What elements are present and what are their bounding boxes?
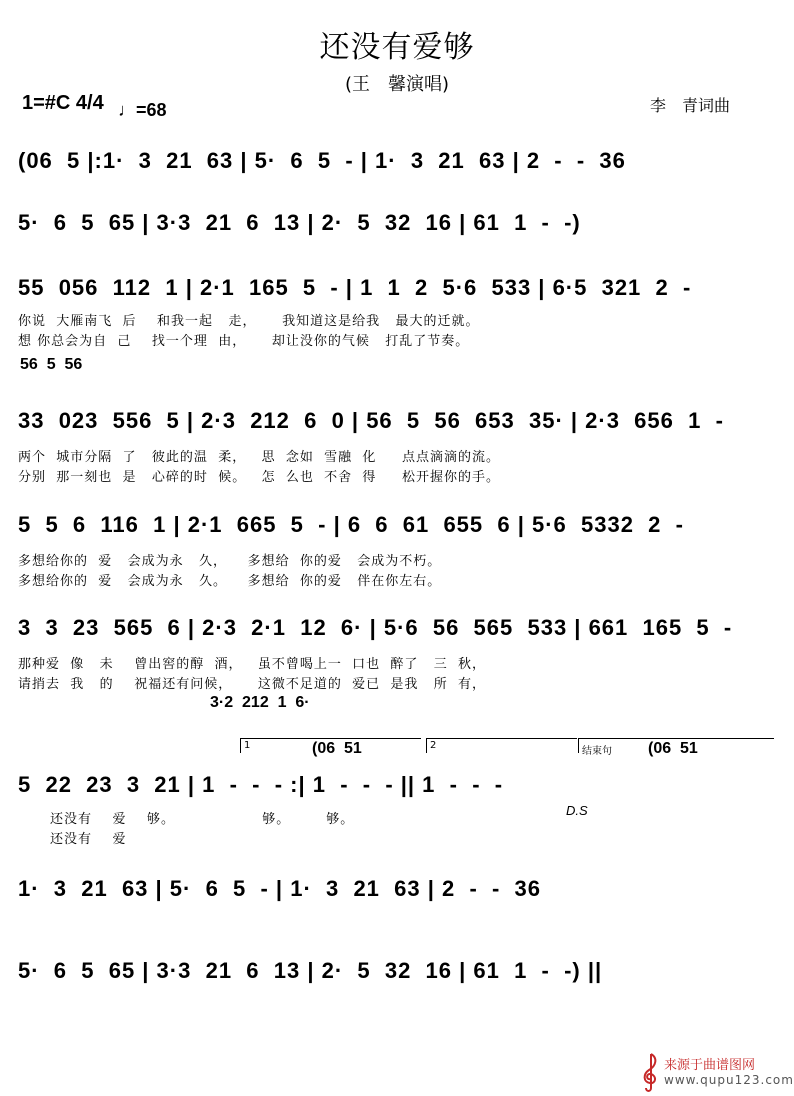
lyric-verse-1: 还没有 爱 够。 够。 够。 — [50, 812, 355, 827]
score-line-5 — [18, 512, 778, 546]
author-credit: 李 青词曲 — [650, 96, 731, 115]
notes: 3 3 23 565 6 | 2·3 2·1 12 6· | 5·6 56 565 533 | 661 165 5 - — [18, 615, 733, 640]
watermark-text: 来源于曲谱图网 — [664, 1058, 756, 1073]
alt-notes-upper: 56 5 56 — [20, 356, 83, 373]
notes: 5 5 6 116 1 | 2·1 665 5 - | 6 6 61 655 6 | 5·6 5332 2 - — [18, 512, 684, 537]
song-title: 还没有爱够 — [319, 30, 475, 65]
notes: 5 22 23 3 21 | 1 - - - :| 1 - - - || 1 - - - — [18, 772, 504, 797]
score-line-7 — [18, 772, 778, 806]
lyric-verse-2: 请捎去 我 的 祝福还有问候， 这微不足道的 爱已 是我 所 有， — [18, 677, 487, 692]
notes: 1· 3 21 63 | 5· 6 5 - | 1· 3 21 63 | 2 - - 36 — [18, 876, 542, 901]
notes: 5· 6 5 65 | 3·3 21 6 13 | 2· 5 32 16 | 61 1 - -) — [18, 210, 581, 235]
notes: (06 5 |:1· 3 21 63 | 5· 6 5 - | 1· 3 21 63 | 2 - - 36 — [18, 148, 626, 173]
score-line-9 — [18, 958, 778, 992]
notes: 5· 6 5 65 | 3·3 21 6 13 | 2· 5 32 16 | 61 1 - -) || — [18, 958, 603, 983]
lyric-verse-1: 多想给你的 爱 会成为永 久， 多想给 你的爱 会成为不朽。 — [18, 554, 442, 569]
tempo-mark: ♩=68 — [118, 100, 167, 120]
lyric-verse-2: 多想给你的 爱 会成为永 久。 多想给 你的爱 伴在你左右。 — [18, 574, 442, 589]
score-line-3 — [18, 275, 778, 309]
lyric-verse-2: 还没有 爱 — [50, 832, 127, 847]
lyric-verse-1: 那种爱 像 未 曾出窖的醇 酒， 虽不曾喝上一 口也 醉了 三 秋， — [18, 657, 487, 672]
key-signature: 1=#C 4/4 — [22, 92, 104, 114]
coda-label: 结束句 — [582, 746, 612, 757]
volta-number-2: 2 — [430, 740, 437, 751]
score-line-2 — [18, 210, 778, 244]
score-line-6 — [18, 615, 778, 649]
volta-bracket-2 — [426, 738, 577, 753]
watermark-url: www.qupu123.com — [664, 1073, 794, 1087]
score-line-8 — [18, 876, 778, 910]
volta-1-notes: (06 51 — [312, 740, 362, 757]
score-line-1 — [18, 148, 778, 182]
lyric-verse-1: 你说 大雁南飞 后 和我一起 走， 我知道这是给我 最大的迁就。 — [18, 314, 480, 329]
volta-number-1: 1 — [244, 740, 251, 751]
notes: 55 056 112 1 | 2·1 165 5 - | 1 1 2 5·6 533 | 6·5 321 2 - — [18, 275, 692, 300]
dal-segno-mark: D.S — [566, 803, 588, 818]
coda-notes: (06 51 — [648, 740, 698, 757]
lyric-verse-2: 分别 那一刻也 是 心碎的时 候。 怎 么也 不舍 得 松开握你的手。 — [18, 470, 501, 485]
lyric-verse-2: 想 你总会为自 己 找一个理 由， 却让没你的气候 打乱了节奏。 — [18, 334, 470, 349]
alt-notes-lower: 3·2 212 1 6· — [210, 694, 310, 711]
notes: 33 023 556 5 | 2·3 212 6 0 | 56 5 56 653 35· | 2·3 656 1 - — [18, 408, 724, 433]
lyric-verse-1: 两个 城市分隔 了 彼此的温 柔， 思 念如 雪融 化 点点滴滴的流。 — [18, 450, 501, 465]
score-line-4 — [18, 408, 778, 442]
song-subtitle: (王 馨演唱) — [344, 74, 450, 95]
treble-clef-logo — [640, 1052, 662, 1096]
